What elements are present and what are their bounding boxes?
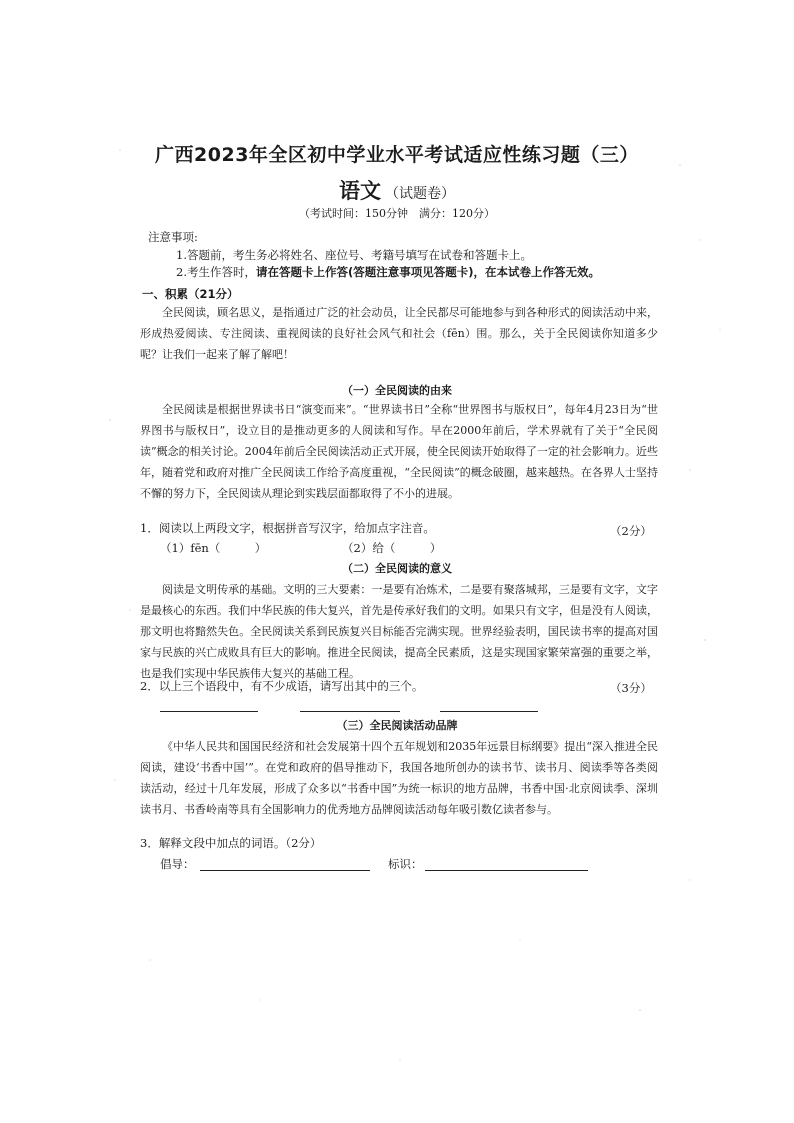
part1-paragraph: 全民阅读是根据世界读书日“演变而来”。“世界读书日”全称“世界图书与版权日”，每年4月23日为“世界图书与版权日”，设立目的是推动更多的人阅读和写作。早在2000年前后，学术界就有了关于“全民阅读”概念的相关讨论。2004年前后全民阅读活动正式开展，使全民阅读开始取得了一定的社会影响力。近些年，随着党和政府对推广全民阅读工作给予高度重视，“全民阅读”的概念破圈，越来越热。在各界人士坚持不懈的努力下，全民阅读从理论到实践层面都取得了不小的进展。 xyxy=(140,403,658,500)
part2-paragraph: 阅读是文明传承的基础。文明的三大要素：一是要有冶炼术，二是要有聚落城邦，三是要有文字，文字是最核心的东西。我们中华民族的伟大复兴，首先是传承好我们的文明。如果只有文字，但是没有人阅读，那文明也将黯然失色。全民阅读关系到民族复兴目标能否完满实现。世界经验表明，国民读书率的提高对国家与民族的兴亡成败具有巨大的影响。推进全民阅读，提高全民素质，这是实现国家繁荣富强的重要之举，也是我们实现中华民族伟大复兴的基础工程。 xyxy=(140,583,658,680)
part3-heading: （三）全民阅读活动品牌 xyxy=(336,719,458,732)
paper-type: （试题卷） xyxy=(385,186,455,202)
fill-blank-2[interactable]: （2）给（ ） xyxy=(342,541,442,555)
part2-heading: （二）全民阅读的意义 xyxy=(342,562,452,575)
answer-line-3[interactable] xyxy=(440,711,538,712)
exam-time-info: （考试时间：150分钟 满分：120分） xyxy=(299,207,495,220)
fill-blank-1[interactable]: （1）fēn（ ） xyxy=(160,541,267,555)
answer-line-2[interactable] xyxy=(300,711,400,712)
note-item-1: 1.答题前，考生务必将姓名、座位号、考籍号填写在试卷和答题卡上。 xyxy=(176,248,532,262)
part3-paragraph: 《中华人民共和国国民经济和社会发展第十四个五年规划和2035年远景目标纲要》提出“深入推进全民阅读，建设‘书香中国’”。在党和政府的倡导推动下，我国各地所创办的读书节、读书月、阅读季等各类阅读活动，经过十几年发展，形成了众多以“书香中国”为统一标识的地方品牌，书香中国·北京阅读季、深圳读书月、书香岭南等具有全国影响力的优秀地方品牌阅读活动每年吸引数亿读者参与。 xyxy=(140,740,658,816)
question-1: 1．阅读以上两段文字，根据拼音写汉字，给加点字注音。 xyxy=(140,521,435,535)
subject-line xyxy=(0,175,794,205)
section-heading: 一、积累（21分） xyxy=(142,287,239,301)
note-item-2 xyxy=(176,264,600,280)
answer-line-1[interactable] xyxy=(160,711,258,712)
question-1-score: （2分） xyxy=(610,524,652,538)
note-item-2-bold: 请在答题卡上作答(答题注意事项见答题卡)，在本试卷上作答无效。 xyxy=(255,265,600,279)
part1-heading: （一）全民阅读的由来 xyxy=(342,384,452,397)
question-3: 3．解释文段中加点的词语。（2分） xyxy=(140,836,322,850)
answer-line-changdao[interactable] xyxy=(200,870,370,871)
answer-line-biaoshi[interactable] xyxy=(425,870,588,871)
intro-paragraph: 全民阅读，顾名思义，是指通过广泛的社会动员，让全民都尽可能地参与到各种形式的阅读活动中来，形成热爱阅读、专注阅读、重视阅读的良好社会风气和社会（fēn）围。那么，关于全民阅读你知道多少呢？让我们一起来了解了解吧！ xyxy=(140,306,658,361)
note-item-2-prefix: 2.考生作答时， xyxy=(176,265,256,279)
subject-name: 语文 xyxy=(339,179,381,203)
answer-label-changdao: 倡导： xyxy=(160,857,195,871)
answer-label-biaoshi: 标识： xyxy=(388,857,423,871)
question-2-score: （3分） xyxy=(610,681,652,695)
question-2: 2．以上三个语段中，有不少成语，请写出其中的三个。 xyxy=(140,679,424,693)
exam-title: 广西2023年全区初中学业水平考试适应性练习题（三） xyxy=(155,144,639,166)
notes-title: 注意事项: xyxy=(148,230,198,244)
